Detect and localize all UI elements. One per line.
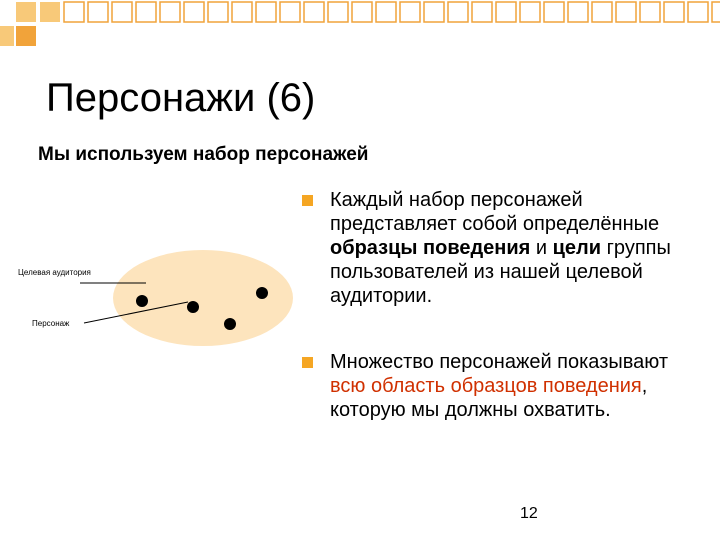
bullet-emphasis: цели (552, 237, 602, 259)
slide-subtitle: Мы используем набор персонажей (38, 144, 369, 165)
page-number: 12 (520, 505, 538, 522)
square-bullet-icon (302, 357, 313, 368)
persona-label: Персонаж (32, 319, 70, 328)
bullet-text: группы пользователей из нашей целевой аудитории. (330, 237, 671, 307)
persona-diagram (18, 245, 308, 355)
bullet-text: Множество персонажей показывают (330, 351, 668, 373)
deco-squares (0, 2, 720, 46)
bullet-item (302, 188, 682, 308)
bullet-text: Каждый набор персонажей представляет собой определённые (330, 189, 660, 235)
slide-title: Персонажи (6) (46, 76, 316, 120)
bullet-list (302, 188, 682, 464)
audience-label: Целевая аудитория (18, 268, 91, 277)
decorative-square-strip (0, 0, 720, 50)
bullet-highlight: всю область образцов поведения (330, 375, 642, 397)
bullet-text: и (530, 237, 553, 259)
bullet-text: , которую мы должны охватить. (330, 375, 648, 421)
bullet-emphasis: образцы поведения (330, 237, 531, 259)
persona-dot (224, 318, 236, 330)
persona-dot (187, 301, 199, 313)
persona-dot (256, 287, 268, 299)
persona-dot (136, 295, 148, 307)
bullet-item (302, 350, 682, 422)
square-bullet-icon (302, 195, 313, 206)
